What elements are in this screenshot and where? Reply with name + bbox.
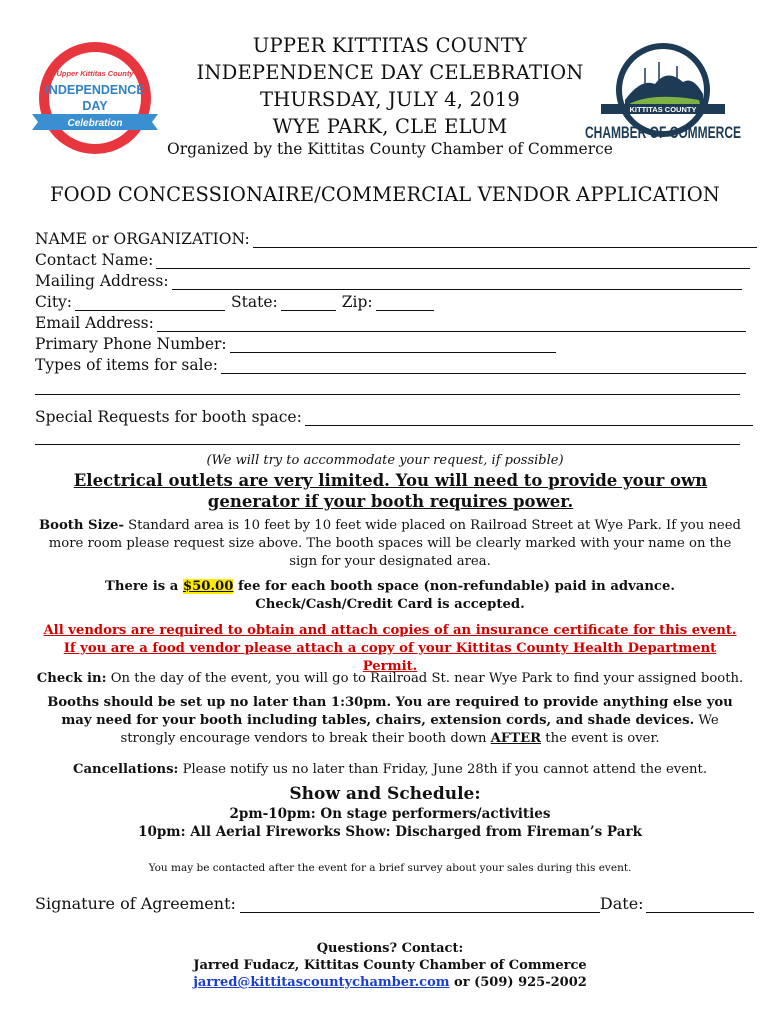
contact-name: Jarred Fudacz, Kittitas County Chamber of Commerce	[193, 958, 587, 973]
header-line-3: THURSDAY, JULY 4, 2019	[259, 88, 521, 111]
fee-paragraph	[35, 578, 745, 614]
name-org-label: NAME or ORGANIZATION:	[35, 230, 250, 248]
health-permit-requirement: If you are a food vendor please attach a copy of your Kittitas County Health Department Permit.	[63, 641, 717, 674]
phone-line[interactable]	[230, 338, 556, 353]
booth-size-text: Standard area is 10 feet by 10 feet wide placed on Railroad Street at Wye Park. If you need more room please request size above. The booth spaces will be clearly marked with your name on the sign for your designated area.	[48, 518, 741, 569]
contact-name-line[interactable]	[156, 254, 750, 269]
signature-row	[35, 894, 754, 913]
logo-line2: DAY	[82, 99, 108, 113]
name-org-field	[35, 230, 757, 248]
contact-name-label: Contact Name:	[35, 251, 154, 269]
mailing-address-label: Mailing Address:	[35, 272, 169, 290]
logo-line1: INDEPENDENCE	[45, 83, 145, 97]
logo-ribbon-text: Celebration	[67, 118, 123, 129]
setup-text-1: We strongly encourage vendors to break their booth down	[120, 713, 719, 746]
application-title: FOOD CONCESSIONAIRE/COMMERCIAL VENDOR APPLICATION	[50, 183, 720, 206]
fee-amount: $50.00	[182, 579, 234, 594]
mailing-address-field	[35, 272, 742, 290]
email-label: Email Address:	[35, 314, 154, 332]
organized-by: Organized by the Kittitas County Chamber of Commerce	[167, 140, 613, 158]
types-field	[35, 356, 746, 374]
special-requests-field	[35, 408, 753, 426]
survey-note: You may be contacted after the event for a brief survey about your sales during this event.	[148, 862, 632, 874]
contact-name-field	[35, 251, 750, 269]
requirements-paragraph	[35, 622, 745, 676]
mailing-address-line[interactable]	[172, 275, 742, 290]
email-line[interactable]	[157, 317, 746, 332]
city-label: City:	[35, 293, 73, 311]
state-line[interactable]	[281, 296, 336, 311]
cancellations-text: Please notify us no later than Friday, June 28th if you cannot attend the event.	[178, 762, 708, 777]
setup-bold: Booths should be set up no later than 1:30pm. You are required to provide anything else you may need for your booth including tables, chairs, extension cords, and shade devices.	[47, 695, 733, 728]
after-emphasis: AFTER	[490, 731, 542, 746]
special-requests-extra-line[interactable]	[35, 444, 740, 445]
chamber-of-commerce-logo	[583, 38, 743, 153]
signature-label: Signature of Agreement:	[35, 894, 236, 913]
schedule-list	[35, 805, 745, 841]
booth-size-paragraph	[35, 517, 745, 571]
fee-post: fee for each booth space (non-refundable) paid in advance.	[233, 579, 675, 594]
name-org-line[interactable]	[253, 233, 757, 248]
zip-line[interactable]	[376, 296, 434, 311]
header-line-1: UPPER KITTITAS COUNTY	[252, 34, 528, 57]
setup-paragraph	[35, 694, 745, 748]
header-line-2: INDEPENDENCE DAY CELEBRATION	[196, 61, 584, 84]
fee-pre: There is a	[105, 579, 183, 594]
phone-label: Primary Phone Number:	[35, 335, 227, 353]
checkin-label: Check in:	[36, 671, 107, 686]
cancellations-label: Cancellations:	[72, 762, 179, 777]
contact-block	[0, 940, 770, 991]
checkin-paragraph	[35, 670, 745, 688]
electrical-warning: Electrical outlets are very limited. You will need to provide your own generator if your booth requires power.	[73, 471, 708, 511]
setup-text-2: the event is over.	[541, 731, 660, 746]
checkin-text: On the day of the event, you will go to Railroad St. near Wye Park to find your assigned booth.	[106, 671, 744, 686]
cancellations-paragraph	[35, 761, 745, 779]
special-requests-line[interactable]	[305, 411, 753, 426]
state-label: State:	[231, 293, 278, 311]
date-line[interactable]	[646, 898, 754, 913]
email-field	[35, 314, 746, 332]
types-label: Types of items for sale:	[35, 356, 218, 374]
zip-label: Zip:	[341, 293, 373, 311]
types-extra-line[interactable]	[35, 394, 740, 395]
event-header	[190, 32, 590, 140]
date-label: Date:	[599, 894, 644, 913]
city-state-zip-field	[35, 293, 434, 311]
logo-top-text: Upper Kittitas County	[56, 69, 134, 78]
payment-methods: Check/Cash/Credit Card is accepted.	[255, 597, 525, 612]
insurance-requirement: All vendors are required to obtain and attach copies of an insurance certificate for this event.	[43, 623, 737, 638]
special-requests-label: Special Requests for booth space:	[35, 408, 302, 426]
schedule-line-2: 10pm: All Aerial Fireworks Show: Discharged from Fireman’s Park	[138, 824, 642, 840]
logo-arc-text: KITTITAS COUNTY	[629, 105, 697, 114]
header-line-4: WYE PARK, CLE ELUM	[272, 115, 508, 138]
booth-size-label: Booth Size-	[39, 518, 124, 533]
phone-field	[35, 335, 556, 353]
signature-line[interactable]	[240, 898, 600, 913]
show-schedule-title: Show and Schedule:	[289, 784, 481, 804]
types-line[interactable]	[221, 359, 746, 374]
questions-heading: Questions? Contact:	[316, 941, 464, 956]
schedule-line-1: 2pm-10pm: On stage performers/activities	[229, 806, 551, 822]
accommodate-note: (We will try to accommodate your request, if possible)	[206, 453, 564, 468]
city-line[interactable]	[75, 296, 225, 311]
logo-main-text: CHAMBER OF COMMERCE	[585, 123, 741, 142]
contact-email-link[interactable]: jarred@kittitascountychamber.com	[193, 975, 450, 990]
contact-phone: or (509) 925-2002	[449, 975, 587, 990]
